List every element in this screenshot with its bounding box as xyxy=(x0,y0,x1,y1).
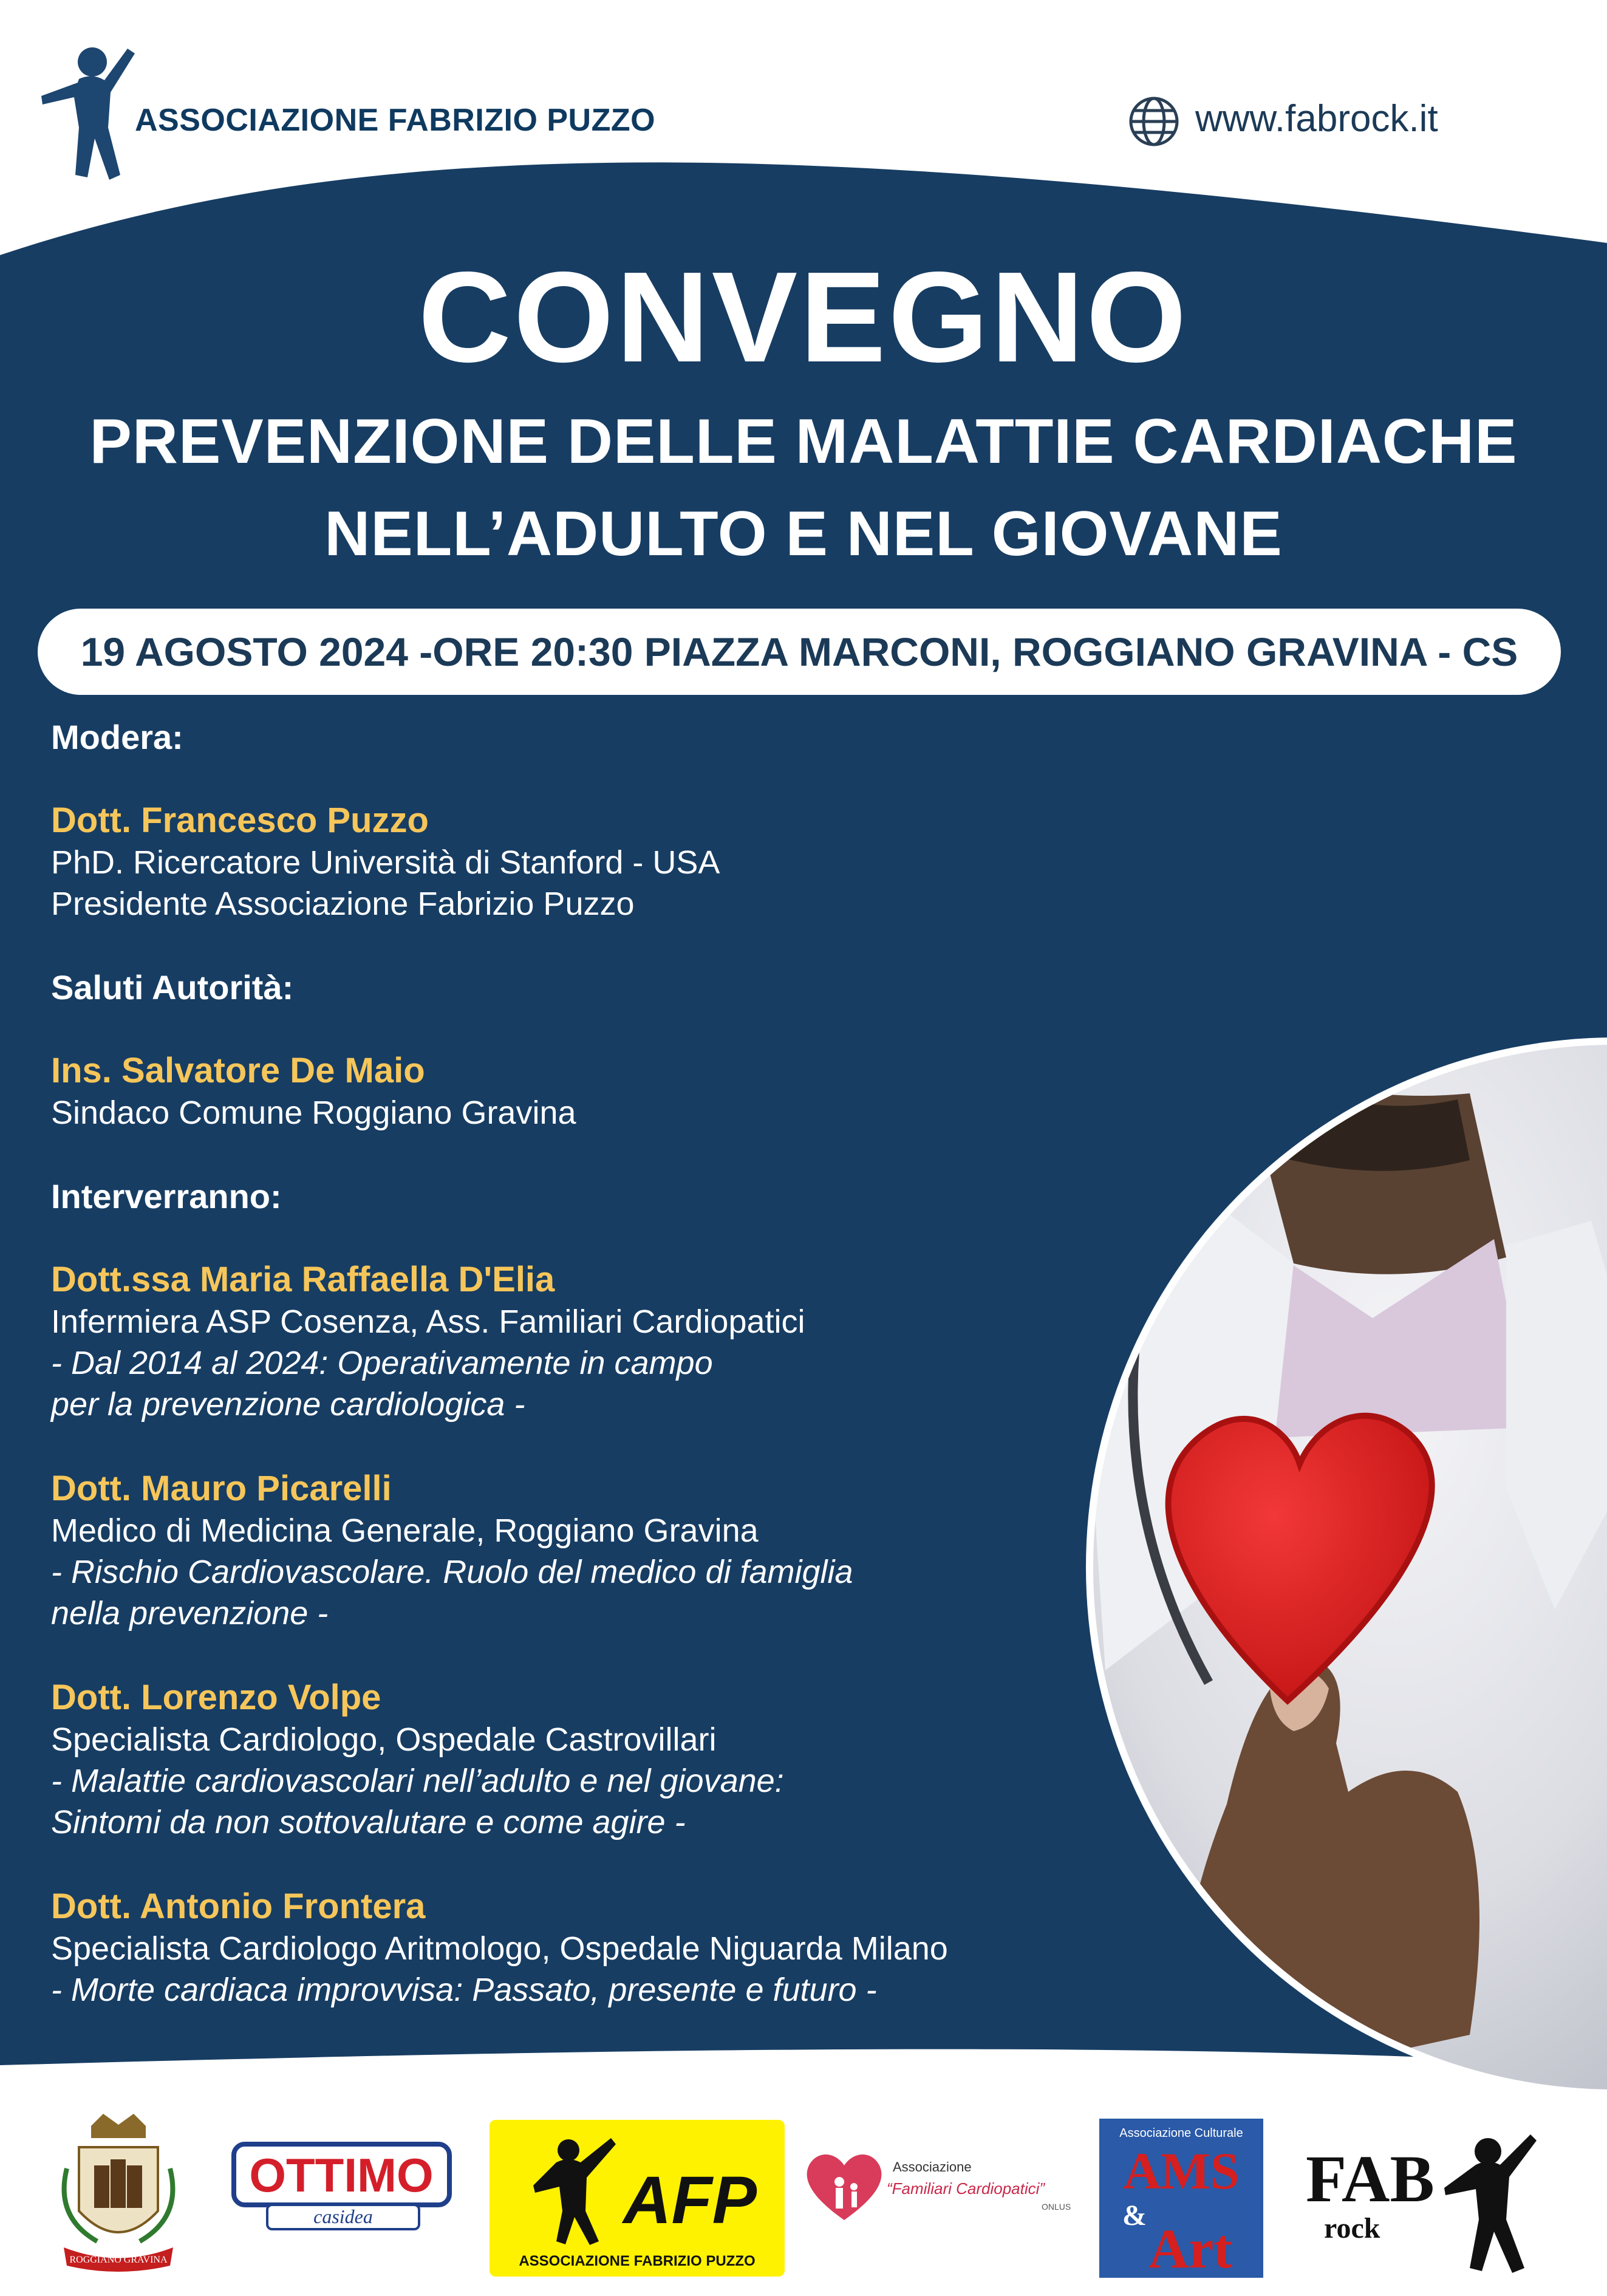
event-date-place: 19 AGOSTO 2024 -ORE 20:30 PIAZZA MARCONI, ROGGIANO GRAVINA - CS xyxy=(80,629,1518,674)
speaker-topic: Sintomi da non sottovalutare e come agire - xyxy=(51,1804,686,1840)
title-main: CONVEGNO xyxy=(418,245,1189,389)
speaker-role: Specialista Cardiologo, Ospedale Castrovillari xyxy=(51,1721,717,1758)
moderator-role: Presidente Associazione Fabrizio Puzzo xyxy=(51,886,635,922)
ottimo-label: OTTIMO xyxy=(249,2148,434,2202)
speaker-name: Dott.ssa Maria Raffaella D'Elia xyxy=(51,1260,555,1299)
title-subtitle-line2: NELL’ADULTO E NEL GIOVANE xyxy=(324,499,1283,569)
speaker-topic: per la prevenzione cardiologica - xyxy=(51,1386,525,1423)
casidea-label: casidea xyxy=(313,2205,373,2227)
afp-logo xyxy=(490,2120,785,2277)
speaker-role: Infermiera ASP Cosenza, Ass. Familiari Cardiopatici xyxy=(51,1303,805,1340)
interventi-label: Interverranno: xyxy=(51,1177,282,1215)
org-name: ASSOCIAZIONE FABRIZIO PUZZO xyxy=(135,103,656,138)
afp-label: AFP xyxy=(623,2163,757,2238)
moderator-role: PhD. Ricercatore Università di Stanford - USA xyxy=(51,844,720,881)
speaker-role: Specialista Cardiologo Aritmologo, Ospedale Niguarda Milano xyxy=(51,1930,948,1967)
ams-top-label: Associazione Culturale xyxy=(1119,2127,1243,2140)
program-section xyxy=(51,717,1120,2011)
fc-main-label: “Familiari Cardiopatici” xyxy=(887,2179,1045,2198)
speaker-name: Dott. Antonio Frontera xyxy=(51,1887,426,1926)
ams-art-label: Art xyxy=(1148,2218,1232,2278)
familiari-cardiopatici-logo xyxy=(802,2144,1087,2229)
website-link[interactable]: www.fabrock.it xyxy=(1195,98,1438,140)
authority-name: Ins. Salvatore De Maio xyxy=(51,1051,425,1090)
fab-rock-logo xyxy=(1300,2116,1567,2280)
rock-label: rock xyxy=(1324,2212,1380,2244)
saluti-label: Saluti Autorità: xyxy=(51,968,294,1006)
ams-art-logo xyxy=(1099,2119,1263,2278)
comune-label: ROGGIANO GRAVINA xyxy=(69,2255,168,2265)
speaker-name: Dott. Lorenzo Volpe xyxy=(51,1678,381,1717)
jumping-child-logo-icon xyxy=(36,36,146,194)
modera-label: Modera: xyxy=(51,718,183,756)
ams-amp-label: & xyxy=(1122,2199,1147,2232)
authority-role: Sindaco Comune Roggiano Gravina xyxy=(51,1095,576,1131)
fc-sub-label: ONLUS xyxy=(1042,2202,1071,2212)
afp-sub-label: ASSOCIAZIONE FABRIZIO PUZZO xyxy=(519,2253,756,2269)
speaker-role: Medico di Medicina Generale, Roggiano Gravina xyxy=(51,1512,759,1549)
ams-main-label: AMS xyxy=(1123,2142,1240,2200)
speaker-topic: nella prevenzione - xyxy=(51,1595,329,1631)
speaker-topic: - Rischio Cardiovascolare. Ruolo del medico di famiglia xyxy=(51,1554,853,1590)
moderator-name: Dott. Francesco Puzzo xyxy=(51,801,429,840)
speaker-topic: - Malattie cardiovascolari nell’adulto e nel giovane: xyxy=(51,1763,784,1799)
speaker-name: Dott. Mauro Picarelli xyxy=(51,1469,392,1508)
ottimo-casidea-logo xyxy=(231,2132,455,2235)
speaker-topic: - Morte cardiaca improvvisa: Passato, presente e futuro - xyxy=(51,1972,877,2008)
title-subtitle-line1: PREVENZIONE DELLE MALATTIE CARDIACHE xyxy=(89,406,1518,477)
fab-label: FAB xyxy=(1306,2142,1435,2216)
fc-top-label: Associazione xyxy=(893,2159,972,2175)
globe-icon xyxy=(1127,94,1181,149)
date-pill xyxy=(38,609,1561,695)
speaker-topic: - Dal 2014 al 2024: Operativamente in campo xyxy=(51,1345,713,1381)
comune-crest-logo xyxy=(43,2114,194,2278)
